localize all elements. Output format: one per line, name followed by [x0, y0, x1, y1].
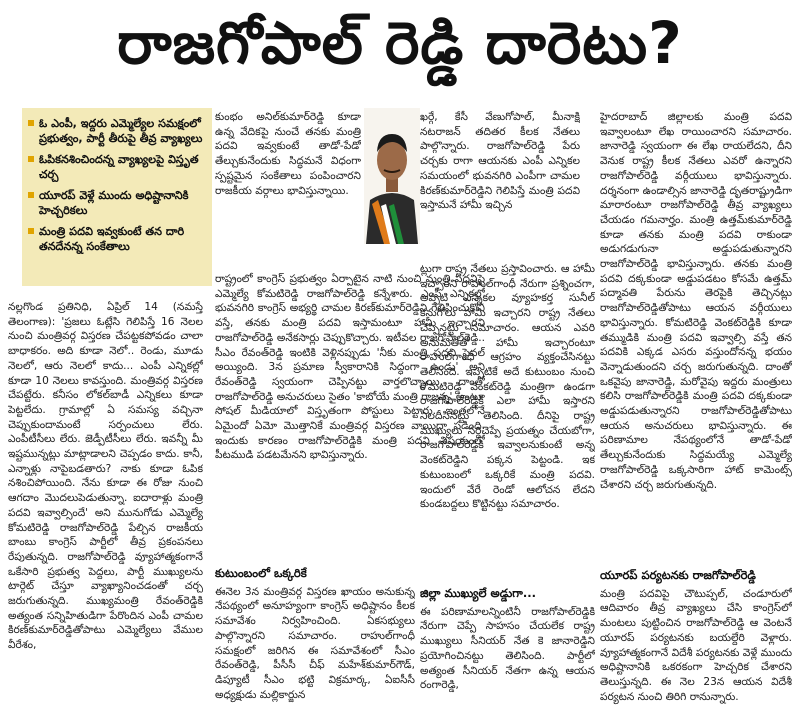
key-point: ఓపికనశించిందన్న వ్యాఖ్యలపై విస్తృత చర్చ	[28, 152, 206, 182]
bullet-icon	[28, 228, 34, 234]
subheading: జిల్లా ముఖ్యులే అడ్డుగా...	[420, 586, 536, 600]
article-column-2-middle: రాష్ట్రంలో కాంగ్రెస్‌ ప్రభుత్వం ఏర్పాటైన నాటి నుంచి మంత్రి పదవిపై ఎమ్మెల్యే కోమటిరెడ్డి రాజగోపాల్‌రెడ్డి కన్నేశారు. ఎంపీ ఎన్నికల్లో భువనగిరి కాంగ్రెస్‌ అభ్యర్థి చామల కిరణ్‌కుమార్‌రెడ్డిని గెలిపించుకొని వస్తే, తనకు మంత్రి పదవి ఇస్తామంటూ హామీ ఇచ్చారని రాజగోపాల్‌రెడ్డి అనేకసార్లు చెప్పుకొచ్చారు. ఇటీవల రాజగోపాల్‌రెడ్డి.. సీఎం రేవంత్‌రెడ్డి ఇంటికి వెళ్లినప్పుడు 'నీకు మంత్రి పదవి ఫైనల్‌ అయ్యింది. 3న ప్రమాణ స్వీకారానికి సిద్ధంగా ఉండు' అని రేవంత్‌రెడ్డి స్వయంగా చెప్పినట్టు వార్తలొచ్చాయి. దాంతో రాజగోపాల్‌రెడ్డి అనుచరులు సైతం 'కాబోయే మంత్రి రాజన్న' అంటూ సోషల్‌ మీడియాలో విస్తృతంగా పోస్టులు పెట్టారు. ఇంతలోనే ఏమైందో ఏమో మొత్తానికే మంత్రివర్గ విస్తరణ వాయిదా పడింది. ఇందుకు కారణం రాజగోపాల్‌రెడ్డికి మంత్రి పదవి విషయంలో పీటముడి పడటమేనని భావిస్తున్నారు.	[215, 273, 485, 462]
politician-photo	[364, 108, 420, 244]
article-column-2-top: కుంభం అనిల్‌కుమార్‌రెడ్డి కూడా ఉన్న వేదికపై నుంచే తనకు మంత్రి పదవి ఇవ్వకుంటే తాడో-పేడో తేల్చుకునేందుకు సిద్ధమనే విధంగా స్పష్టమైన సంకేతాలు పంపించారని రాజకీయ వర్గాలు భావిస్తున్నాయి.	[215, 111, 361, 197]
subheading: కుటుంబంలో ఒక్కరికే	[215, 566, 307, 580]
article-column-4-top: హైదరాబాద్‌ జిల్లాలకు మంత్రి పదవి ఇవ్వాలంటూ లేఖ రాయించారని సమాచారం. జానారెడ్డి స్వయంగా ఈ లేఖ రాయలేదని, దీని వెనుక రాష్ట్ర కీలక నేతలు ఎవరో ఉన్నారని రాజగోపాల్‌రెడ్డి వర్గీయులు భావిస్తున్నారు. దర్శనంగా ఉండాల్సిన జానారెడ్డి దృతరాష్ట్రుడిగా మారారంటూ రాజగోపాల్‌రెడ్డి తీవ్ర వ్యాఖ్యలు చేయడం గమనార్హం. మంత్రి ఉత్తమ్‌కుమార్‌రెడ్డి కూడా తనకు మంత్రి పదవి రాకుండా అడుగడుగునా అడ్డుపడుతున్నారని రాజగోపాల్‌రెడ్డి భావిస్తున్నారు. తనకు మంత్రి పదవి దక్కకుండా అడ్డుపడటం కోసమే ఉత్తమ్‌ పద్మావతి పేరును తెరపైకి తెచ్చినట్లు రాజగోపాల్‌రెడ్డితోపాటు ఆయన వర్గీయులు భావిస్తున్నారు. కోమటిరెడ్డి వెంకట్‌రెడ్డికి కూడా తమ్ముడికి మంత్రి పదవి ఇవ్వాల్సి వస్తే తన పదవికి ఎక్కడ ఎసరు వస్తుందోనన్న భయం వెన్నాడుతుందని చర్చ జరుగుతున్నది. దాంతో ఒకవైపు జానారెడ్డి, మరోవైపు ఇద్దరు మంత్రులు కలిసి రాజగోపాల్‌రెడ్డికి మంత్రి పదవి దక్కకుండా అడ్డుపడుతున్నారని రాజగోపాల్‌రెడ్డితోపాటు ఆయన అనుచరులు భావిస్తున్నారు. ఈ పరిణామాల నేపథ్యంలోనే తాడో-పేడో తేల్చుకునేందుకు సిద్ధమయ్యే ఎమ్మెల్యే రాజగోపాల్‌రెడ్డి ఒక్కసారిగా హాట్‌ కామెంట్స్‌ చేశారని చర్చ జరుగుతున్నది.	[600, 111, 792, 491]
article-column-1: నల్లగొండ ప్రతినిధి, ఏప్రిల్‌ 14 (నమస్తే తెలంగాణ): 'ప్రజలు ఓట్లేసి గెలిపిస్తే 16 నెలల నుంచి మంత్రివర్గ విస్తరణ చేపట్టకపోవడం చాలా బాధాకరం. అది కూడా నెలో.. రెండు, మూడు నెలలో, ఆరు నెలలో కాదు... ఎంపీ ఎన్నికల్లో కూడా 10 నెలలు కావస్తుంది. మంత్రివర్గ విస్తరణ చేపట్టేరు. కనీసం లోకల్‌బాడీ ఎన్నికలు కూడా పెట్టలేదు. గ్రామాల్లో ఏ సమస్య వచ్చినా చెప్పుకుందామంటే సర్పంచులు లేరు. ఎంపీటీసీలు లేరు. జెడ్పీటీసీలు లేరు. ఇవన్నీ మీ ఇష్టమున్నట్లు మాట్లాడాలని చెప్పడం కాదు. కానీ, ఎన్నాళ్లు నాపైబడతారు? నాకు కూడా ఓపిక నశించిపోయింది. నేను కూడా ఈ రోజు నుంచి ఆగదాం మొదలుపెడుతున్నా. ఐదారాళ్లు మంత్రి పదవి ఇవ్వాల్సిందే' అని మునుగోడు ఎమ్మెల్యే కోమటిరెడ్డి రాజగోపాల్‌రెడ్డి పేల్చిన రాజకీయ బాంబు కాంగ్రెస్‌ పార్టీలో తీవ్ర ప్రకంపనలు రేపుతున్నది. రాజగోపాల్‌రెడ్డి వ్యూహాత్మకంగానే ఒకేసారి ప్రభుత్వ పెద్దలు, పార్టీ ముఖ్యులను టార్గెట్‌ చేస్తూ వ్యాఖ్యానించడంతో చర్చ జరుగుతున్నది. ముఖ్యమంత్రి రేవంత్‌రెడ్డికి అత్యంత సన్నిహితుడిగా పేరొందిన ఎంపీ చామల కిరణ్‌కుమార్‌రెడ్డితోపాటు ఎమ్మెల్యేలు వేముల వీరేశం,	[8, 301, 203, 652]
key-point: ఓ ఎంపీ, ఇద్దరు ఎమ్మెల్యేల సమక్షంలో ప్రభుత్వం, పార్టీ తీరుపై తీవ్ర వ్యాఖ్యలు	[28, 116, 206, 146]
bullet-icon	[28, 192, 34, 198]
key-point: మంత్రి పదవి ఇవ్వకుంటే తన దారి తనదేనన్న సంకేతాలు	[28, 224, 206, 254]
key-points-box	[22, 108, 212, 286]
article-column-3-middle: ట్లుగా రాష్ట్ర నేతలు ప్రస్తావించారు. ఆ హామీ ఇచ్చారని రాహుల్‌గాంధీ నేరుగా ప్రశ్నించగా, అప్పటి ఎన్నికల వ్యూహకర్త సునీల్‌ కనుగోలు హామీ ఇచ్చారని రాష్ట్ర నేతలు చెప్పినట్టు సమాచారం. ఆయన ఎవరి అనుమతితో హామీ ఇచ్చారంటూ రాహుల్‌గాంధీ ఆగ్రహం వ్యక్తంచేసినట్టు తెలిసింది. ఇప్పటికే అదే కుటుంబం నుంచి కోమటిరెడ్డి వెంకట్‌రెడ్డి మంత్రిగా ఉండగా రాజగోపాల్‌రెడ్డికి ఎలా హామీ ఇస్తారని నిలదీసినట్టు తెలిసింది. దీనిపై రాష్ట్ర ముఖ్యులు సర్దిచెప్పే ప్రయత్నం చేయబోగా, రాజగోపాల్‌రెడ్డికి ఇవ్వాలనుకుంటే అన్న వెంకట్‌రెడ్డిని పక్కన పెట్టండి. ఇక కుటుంబంలో ఒక్కరికే మంత్రి పదవి. ఇందులో వేరే రెండో ఆలోచన లేదని కుండబద్దలు కొట్టినట్టు సమాచారం.	[420, 263, 595, 511]
bullet-icon	[28, 120, 34, 126]
article-column-3-bottom: జిల్లా ముఖ్యులే అడ్డుగా... ఈ పరిణామాలన్నింటినీ రాజగోపాల్‌రెడ్డికి నేరుగా చెప్పే సాహసం చేయలేక రాష్ట్ర ముఖ్యులు సీనియర్‌ నేత కె జానారెడ్డిని ప్రయోగించినట్టు తెలిసింది. పార్టీలో అత్యంత సీనియర్‌ నేతగా ఉన్న ఆయన రంగారెడ్డి,	[420, 586, 595, 692]
headline: రాజగోపాల్‌ రెడ్డి దారెటు?	[117, 8, 683, 77]
article-column-2-bottom: కుటుంబంలో ఒక్కరికే ఈనెల 3న మంత్రివర్గ విస్తరణ ఖాయం అనుకున్న నేపథ్యంలో అనూహ్యంగా కాంగ్రెస్‌ అధిష్టానం కీలక సమావేశం నిర్వహించింది. ఏకసభ్యులు పాల్గొన్నారని సమాచారం. రాహుల్‌గాంధీ సమక్షంలో జరిగిన ఈ సమావేశంలో సీఎం రేవంత్‌రెడ్డి, పీసీసీ చీఫ్‌ మహేశ్‌కుమార్‌గౌడ్‌, డిప్యూటీ సీఎం భట్టి విక్రమార్క, ఏఐసీసీ అధ్యక్షుడు మల్లికార్జున	[215, 566, 415, 701]
key-point: యూరప్‌ వెళ్లే ముందు అధిష్టానానికి హెచ్చరికలు	[28, 188, 206, 218]
bullet-icon	[28, 156, 34, 162]
subheading: యూరప్‌ పర్యటనకు రాజగోపాల్‌రెడ్డి	[600, 568, 756, 582]
article-column-3-top: ఖర్గే, కేసీ వేణుగోపాల్‌, మీనాక్షి నటరాజన్‌ తదితర కీలక నేతలు పాల్గొన్నారు. రాజగోపాల్‌రెడ్డి పేరు చర్చకు రాగా ఆయనకు ఎంపీ ఎన్నికల సమయంలో భువనగిరి ఎంపీగా చామల కిరణ్‌కుమార్‌రెడ్డిని గెలిపిస్తే మంత్రి పదవి ఇస్తామనే హామీ ఇచ్చిన	[420, 111, 580, 212]
article-column-4-bottom: యూరప్‌ పర్యటనకు రాజగోపాల్‌రెడ్డి మంత్రి పదవిపై చౌటుప్పల్‌, చండూరులో ఆదివారం తీవ్ర వ్యాఖ్యలు చేసి కాంగ్రెస్‌లో మంటలు పుట్టించిన రాజగోపాల్‌రెడ్డి ఆ వెంటనే యూరప్‌ పర్యటనకు బయల్దేరి వెళ్లారు. వ్యూహాత్మకంగానే విదేశీ పర్యటనకు వెళ్లే ముందు అధిష్టానానికి ఒకరకంగా హెచ్చరిక చేశారని తెలుస్తున్నది. ఈ నెల 23న ఆయన విదేశీ పర్యటన నుంచి తిరిగి రానున్నారు.	[600, 568, 792, 703]
